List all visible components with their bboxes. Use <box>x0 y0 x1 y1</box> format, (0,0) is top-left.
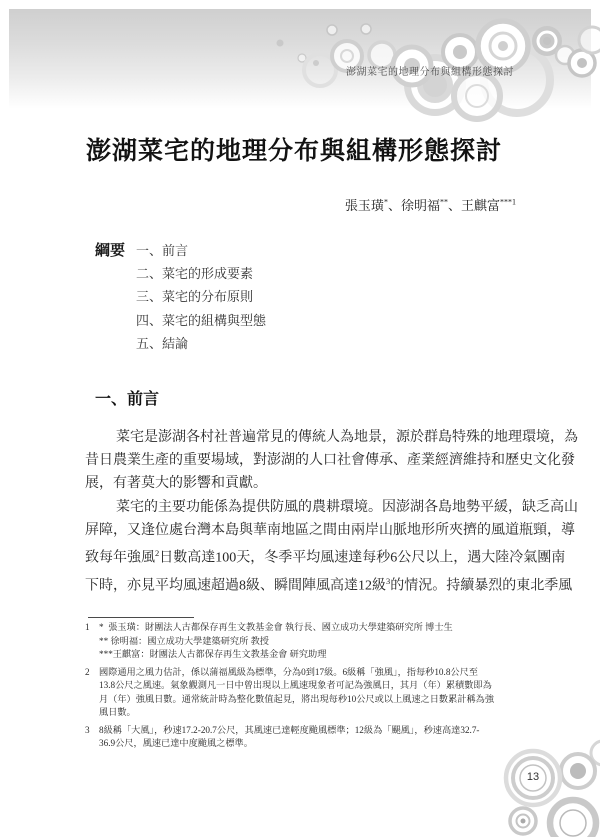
footnotes <box>85 621 521 755</box>
article-title: 澎湖菜宅的地理分布與組構形態探討 <box>86 138 503 165</box>
section-heading: 一、前言 <box>95 391 160 408</box>
author-name: 張玉璜 <box>344 198 384 213</box>
outline-items <box>136 239 266 355</box>
outline-label: 綱要 <box>95 242 126 259</box>
footnote-line: 36.9公尺，風速已達中度颱風之標準。 <box>99 738 253 748</box>
footnote-number: 1 <box>85 622 90 632</box>
footnote-ref: 2 <box>155 548 160 559</box>
footnote-line: 8級稱「大風」，秒速17.2-20.7公尺，其風速已達輕度颱風標準；12級為「颶風」，秒速高達32.7- <box>99 724 480 735</box>
body-text-segment: 的情況。持續暴烈的東北季風 <box>390 578 573 594</box>
footnote-text <box>99 666 494 720</box>
footnote-line: 風日數。 <box>99 707 136 717</box>
body-line: 昔日農業生產的重要場域，對澎湖的人口社會傳承、產業經濟維持和歷史文化發 <box>85 453 575 469</box>
body-text-segment: 致每年強風 <box>85 550 155 566</box>
author-separator: 、 <box>447 198 461 213</box>
footnote-line: 國際通用之風力估計，係以蒲福風級為標準，分為0到17級。6級稱「強風」，指每秒10.8公尺至 <box>99 666 478 677</box>
outline-item: 五、結論 <box>136 335 189 351</box>
footnote-line: ** 徐明福：國立成功大學建築研究所 教授 <box>99 635 269 646</box>
author-name: 徐明福 <box>400 198 440 213</box>
footnote-text <box>99 724 480 751</box>
body-line: 展，有著莫大的影響和貢獻。 <box>85 476 267 492</box>
body-text-segment: 日數高達100天，冬季平均風速達每秒6公尺以上，遇大陸冷氣團南 <box>159 550 566 566</box>
footnote-line: 13.8公尺之風速。氣象觀測凡一日中曾出現以上風速現象者可記為強風日，其月（年）累積數即為 <box>99 680 492 690</box>
footnote-line: ***王麒富：財團法人古都保存再生文教基金會 研究助理 <box>99 649 327 659</box>
outline-item: 三、菜宅的分布原則 <box>136 289 254 305</box>
footnote-line: 月（年）強風日數。通常統計時為整化數值起見，將出現每秒10公尺或以上風速之日數累計稱為強 <box>99 693 495 704</box>
body-line: 菜宅的主要功能係為提供防風的農耕環境。因澎湖各島地勢平緩，缺乏高山 <box>116 499 578 515</box>
body-line <box>85 570 573 598</box>
running-head: 澎湖菜宅的地理分布與組構形態探討 <box>346 67 514 78</box>
footnote-number: 2 <box>85 666 90 677</box>
footnote-text <box>99 621 453 662</box>
outline-item: 二、菜宅的形成要素 <box>136 266 254 282</box>
body-line: 屏障，又逢位處台灣本島與華南地區之間由兩岸山脈地形所夾擠的風道瓶頸，導 <box>85 522 575 538</box>
body-line <box>85 542 566 570</box>
outline <box>95 239 266 355</box>
footnote <box>85 621 521 662</box>
outline-item: 四、菜宅的組構與型態 <box>136 312 267 328</box>
author-separator: 、 <box>387 198 401 213</box>
footnote-ref: 3 <box>386 575 391 586</box>
author-footnote-ref: ***1 <box>500 197 516 207</box>
footnote <box>85 724 521 751</box>
outline-item: 一、前言 <box>136 243 189 258</box>
author-name: 王麒富 <box>460 198 500 213</box>
footnote-separator <box>88 617 194 618</box>
footnote <box>85 666 521 720</box>
body-text <box>85 426 578 598</box>
authors-line <box>86 195 516 214</box>
footnote-line: * 張玉璜：財團法人古都保存再生文教基金會 執行長、國立成功大學建築研究所 博士生 <box>99 622 453 632</box>
page-number: 13 <box>526 771 540 783</box>
body-text-segment: 下時，亦見平均風速超過8級、瞬間陣風高達12級 <box>85 578 386 594</box>
author-footnote-ref: * <box>383 197 388 207</box>
footnote-number: 3 <box>85 724 90 735</box>
body-line: 菜宅是澎湖各村社普遍常見的傳統人為地景，源於群島特殊的地理環境，為 <box>116 430 578 445</box>
author-footnote-ref: ** <box>439 197 448 207</box>
